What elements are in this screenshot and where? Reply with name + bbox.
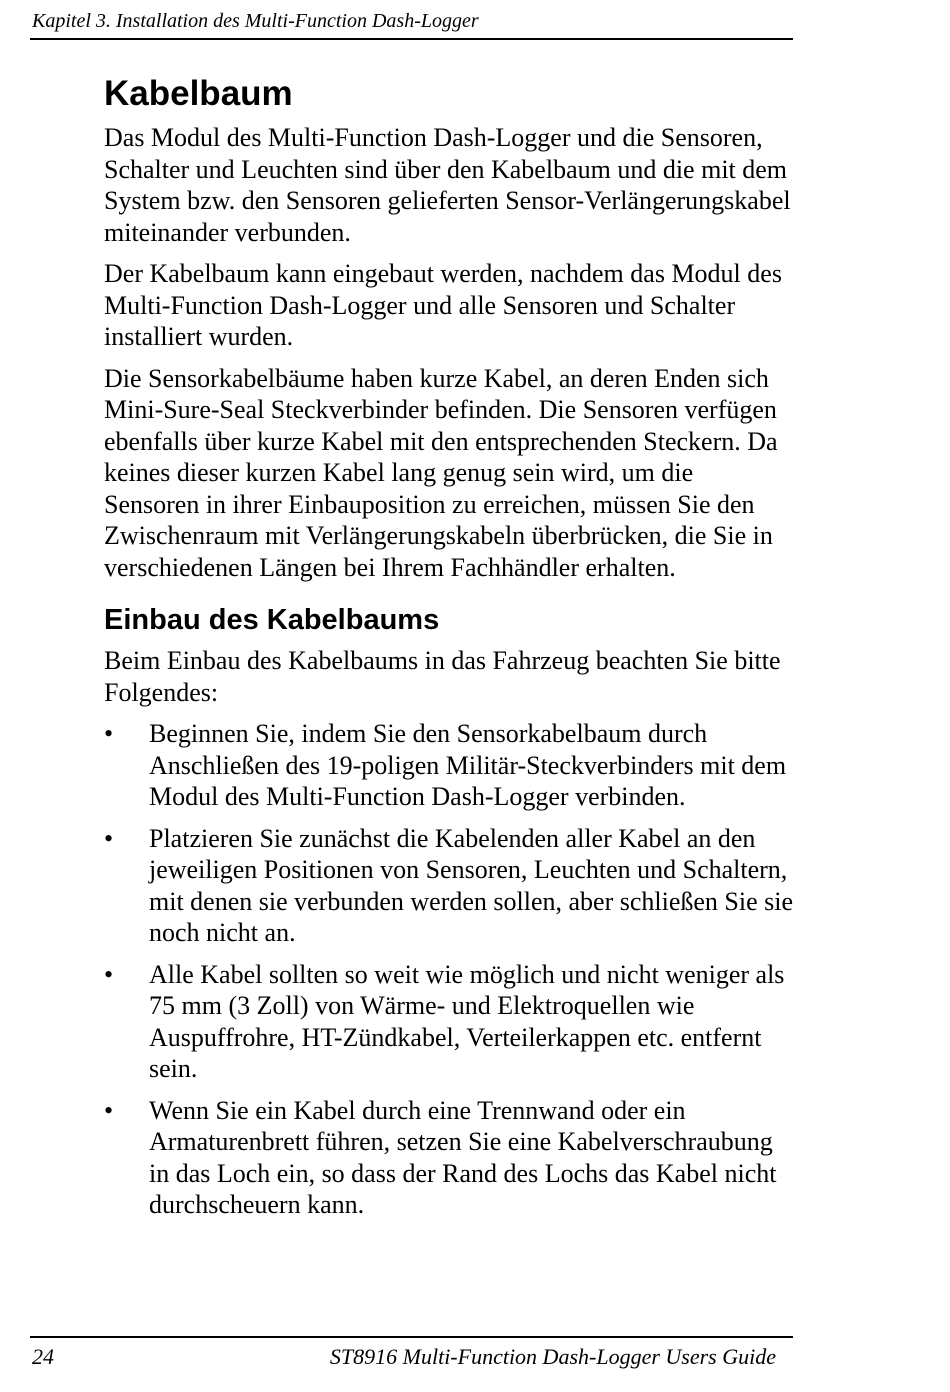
bullet-list [104, 718, 794, 1221]
bullet-icon: • [104, 823, 114, 853]
paragraph-1: Das Modul des Multi-Function Dash-Logger und die Sensoren, Schalter und Leuchten sind über den Kabelbaum und die mit dem System bzw. den Sensoren gelieferten Sensor-Verlängerungskabel miteinander verbunden. [104, 123, 791, 247]
subsection-title: Einbau des Kabelbaums [104, 604, 440, 636]
list-item [104, 1095, 794, 1221]
footer-divider [30, 1336, 793, 1338]
list-item [104, 823, 794, 949]
running-header: Kapitel 3. Installation des Multi-Function Dash-Logger [32, 10, 479, 32]
list-item-text: Alle Kabel sollten so weit wie möglich und nicht weniger als 75 mm (3 Zoll) von Wärme- und Elektroquellen wie Auspuffrohre, HT-Zündkabel, Verteilerkappen etc. entfernt sein. [149, 959, 785, 1083]
page-number: 24 [32, 1344, 54, 1369]
subsection-intro: Beim Einbau des Kabelbaums in das Fahrzeug beachten Sie bitte Folgendes: [104, 646, 781, 707]
list-item-text: Beginnen Sie, indem Sie den Sensorkabelbaum durch Anschließen des 19-poligen Militär-Steckverbinders mit dem Modul des Multi-Function Dash-Logger verbinden. [149, 719, 787, 811]
section-title: Kabelbaum [104, 74, 293, 113]
footer-document-title: ST8916 Multi-Function Dash-Logger Users Guide [329, 1344, 776, 1369]
list-item-text: Platzieren Sie zunächst die Kabelenden aller Kabel an den jeweiligen Positionen von Sensoren, Leuchten und Schaltern, mit denen sie verbunden werden sollen, aber schließen Sie sie noch nicht an. [149, 823, 794, 947]
list-item [104, 959, 794, 1085]
bullet-icon: • [104, 959, 114, 989]
paragraph-2: Der Kabelbaum kann eingebaut werden, nachdem das Modul des Multi-Function Dash-Logger und alle Sensoren und Schalter installiert wurden. [104, 259, 782, 351]
paragraph-3: Die Sensorkabelbäume haben kurze Kabel, an deren Enden sich Mini-Sure-Seal Steckverbinder befinden. Die Sensoren verfügen ebenfalls über kurze Kabel mit den entsprechenden Steckern. Da keines dieser kurzen Kabel lang genug sein wird, um die Sensoren in ihrer Einbauposition zu erreichen, müssen Sie den Zwischenraum mit Verlängerungskabeln überbrücken, die Sie in verschiedenen Längen bei Ihrem Fachhändler erhalten. [104, 363, 778, 582]
list-item-text: Wenn Sie ein Kabel durch eine Trennwand oder ein Armaturenbrett führen, setzen Sie eine Kabelverschraubung in das Loch ein, so dass der Rand des Lochs das Kabel nicht durchscheuern kann. [149, 1095, 777, 1219]
list-item [104, 718, 794, 813]
bullet-icon: • [104, 1095, 114, 1125]
bullet-icon: • [104, 719, 114, 748]
header-divider [30, 38, 793, 40]
page-content [104, 72, 794, 1231]
